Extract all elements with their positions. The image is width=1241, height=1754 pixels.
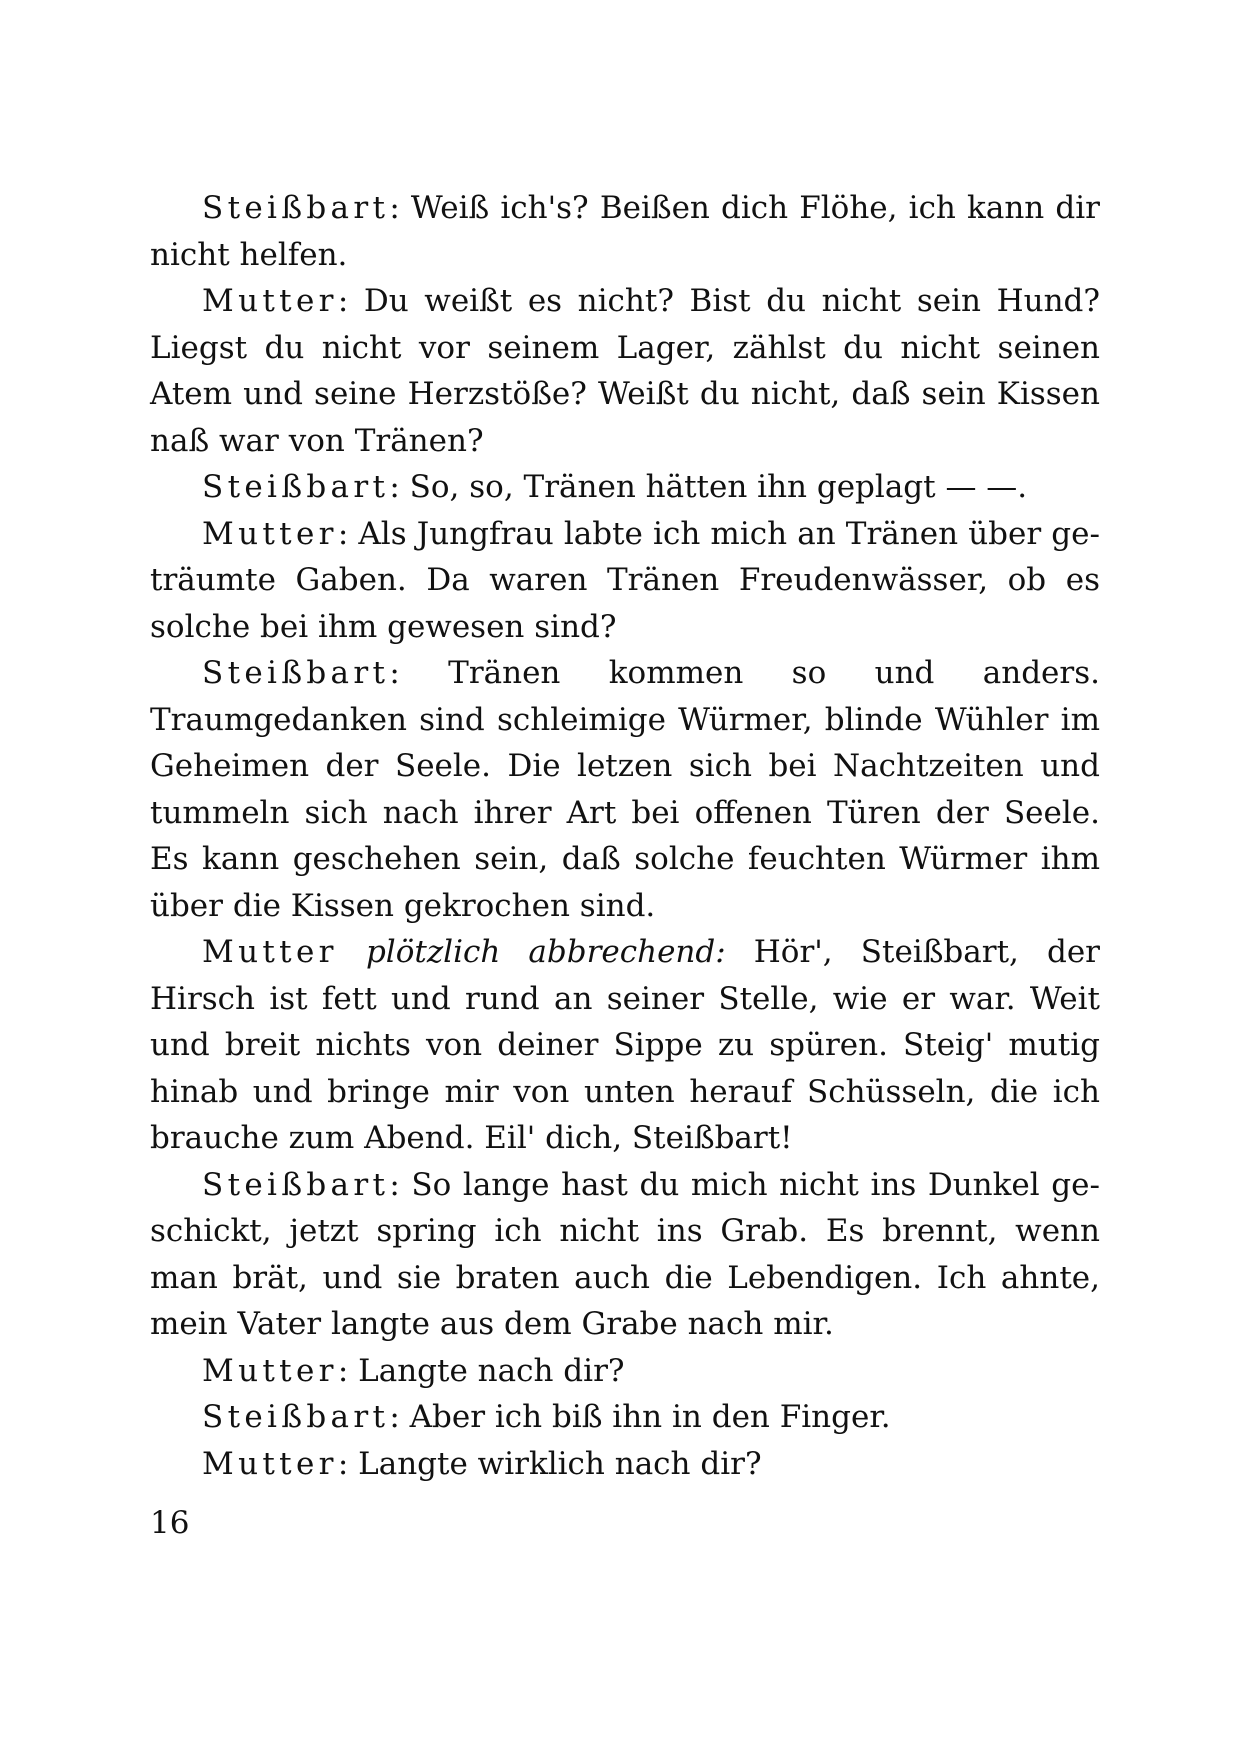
dialogue-paragraph: [150, 511, 1100, 651]
separator: :: [389, 1166, 412, 1203]
speech-text: Hör', Steißbart, der Hirsch ist fett und rund an seiner Stelle, wie er war. Weit und breit nichts von deiner Sippe zu spüren. Steig' mutig hinab und bringe mir von unten herauf Schüsseln, die ich brauche zum Abend. Eil' dich, Steißbart!: [150, 934, 1100, 1156]
speaker-name: Steißbart: [202, 1166, 390, 1203]
dialogue-paragraph: [150, 1348, 1100, 1395]
dialogue-paragraph: [150, 185, 1100, 278]
speech-text: Langte wirklich nach dir?: [358, 1445, 762, 1482]
separator: :: [389, 190, 411, 226]
speaker-name: Mutter: [202, 1445, 338, 1482]
dialogue-paragraph: [150, 1394, 1100, 1441]
speaker-name: Mutter: [202, 934, 338, 970]
speaker-name: Steißbart: [202, 469, 390, 505]
stage-direction: plötzlich abbrechend:: [365, 934, 726, 970]
speaker-name: Mutter: [202, 515, 338, 552]
speech-text: Tränen kommen so und anders. Traumgedanken sind schleimige Würmer, blinde Wühler im Geheimen der Seele. Die letzen sich bei Nachtzeiten und tummeln sich nach ihrer Art bei offenen Türen der Seele. Es kann geschehen sein, daß solche feuchten Würmer ihm über die Kissen gekrochen sind.: [150, 655, 1100, 924]
separator: :: [337, 1445, 359, 1482]
separator: :: [337, 283, 364, 319]
page-number: 16: [150, 1505, 190, 1541]
speaker-name: Steißbart: [202, 1399, 390, 1435]
speech-text: Langte nach dir?: [358, 1352, 625, 1389]
speech-text: So lange hast du mich nicht ins Dunkel geschickt, jetzt spring ich nicht ins Grab. Es brennt, wenn man brät, und sie braten auch die Lebendigen. Ich ahnte, mein Vater langte aus dem Grabe nach mir.: [150, 1166, 1100, 1342]
dialogue-paragraph: [150, 929, 1100, 1162]
dialogue-paragraph: [150, 1162, 1100, 1348]
separator: [338, 934, 366, 970]
dialogue-paragraph: [150, 464, 1100, 511]
separator: :: [389, 655, 449, 691]
separator: :: [389, 469, 410, 505]
speaker-name: Mutter: [202, 283, 338, 319]
speech-text: So, so, Tränen hätten ihn geplagt — —.: [409, 469, 1028, 505]
speech-text: Weiß ich's? Beißen dich Flöhe, ich kann dir nicht helfen.: [150, 190, 1100, 273]
separator: :: [337, 1352, 359, 1389]
speaker-name: Mutter: [202, 1352, 338, 1389]
speech-text: Als Jungfrau labte ich mich an Tränen über geträumte Gaben. Da waren Tränen Freudenwässer, ob es solche bei ihm gewesen sind?: [150, 515, 1100, 645]
speaker-name: Steißbart: [202, 190, 390, 226]
dialogue-text: [150, 185, 1100, 1487]
speaker-name: Steißbart: [202, 655, 390, 691]
speech-text: Aber ich biß ihn in den Finger.: [409, 1399, 891, 1435]
dialogue-paragraph: [150, 650, 1100, 929]
separator: :: [337, 515, 359, 552]
dialogue-paragraph: [150, 1441, 1100, 1488]
separator: :: [389, 1399, 410, 1435]
speech-text: Du weißt es nicht? Bist du nicht sein Hund? Liegst du nicht vor seinem Lager, zählst du nicht seinen Atem und seine Herzstöße? Weißt du nicht, daß sein Kissen naß war von Tränen?: [150, 283, 1100, 459]
dialogue-paragraph: [150, 278, 1100, 464]
